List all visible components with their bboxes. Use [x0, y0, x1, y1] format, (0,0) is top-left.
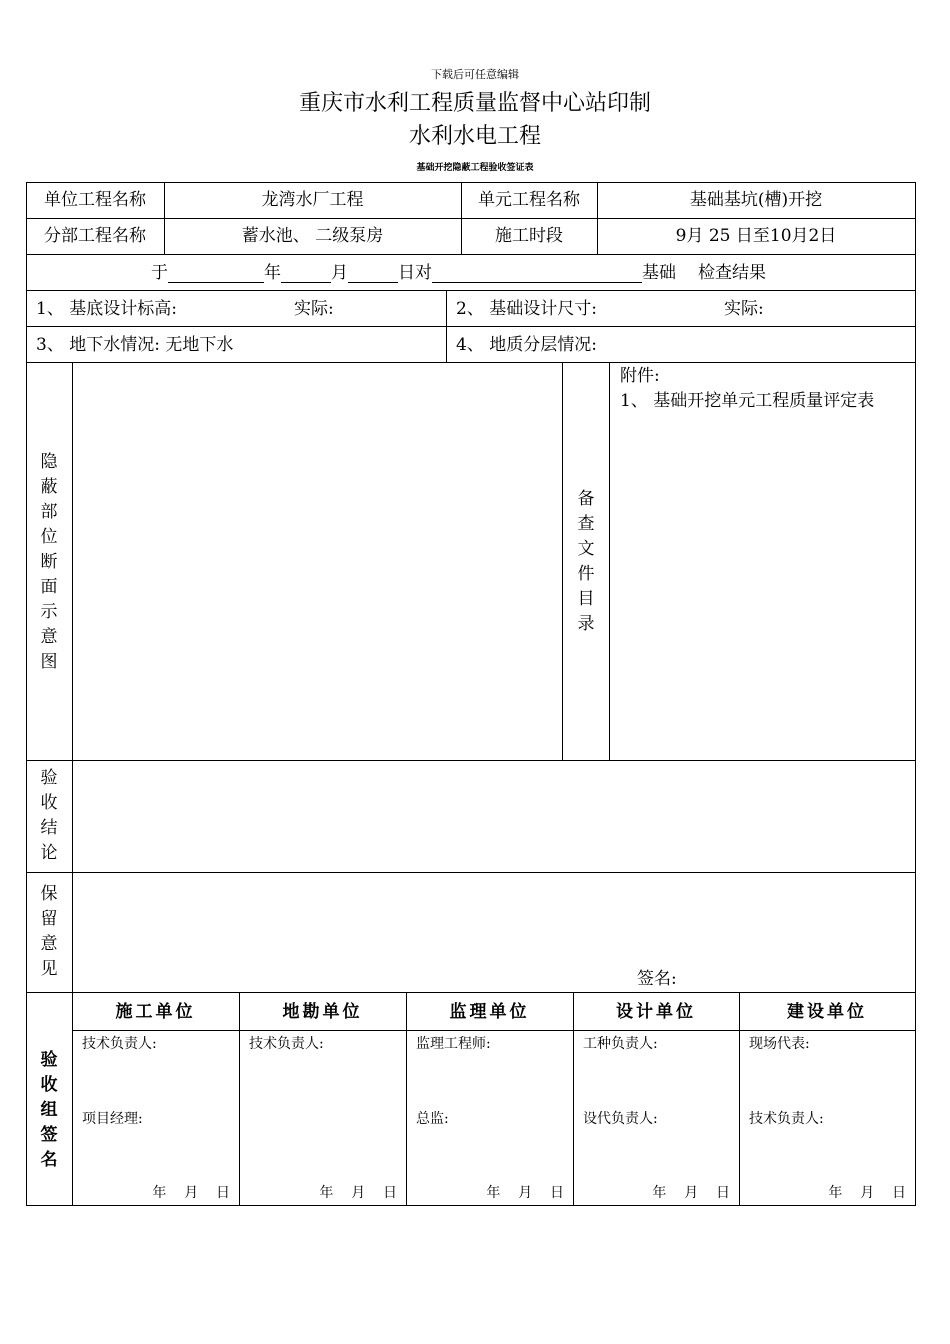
acceptance-conclusion-area[interactable] — [73, 761, 915, 871]
reference-documents-label: 备查文件目录 — [577, 489, 595, 634]
sub-project-name-value: 蓄水池、 二级泵房 — [241, 226, 384, 246]
acceptance-conclusion-label: 验收结论 — [40, 768, 58, 863]
foundation-text: 基础 — [642, 263, 676, 283]
inspection-date-statement — [151, 263, 766, 283]
attachment-item-1: 1、 基础开挖单元工程质量评定表 — [620, 391, 875, 411]
construction-tech-lead: 技术负责人: — [82, 1036, 157, 1052]
owner-sign-date: 年 月 日 — [828, 1185, 906, 1201]
date-blank-day[interactable] — [348, 266, 398, 283]
acceptance-form-table — [26, 182, 916, 1206]
survey-sign-date: 年 月 日 — [319, 1185, 397, 1201]
geological-layering: 4、 地质分层情况: — [456, 335, 597, 355]
supervision-sign-date: 年 月 日 — [486, 1185, 564, 1201]
owner-unit-header: 建设单位 — [787, 1002, 867, 1022]
year-text: 年 — [264, 263, 281, 283]
supervision-engineer: 监理工程师: — [416, 1036, 491, 1052]
construction-unit-header: 施工单位 — [115, 1002, 196, 1022]
element-project-name-value: 基础基坑(槽)开挖 — [689, 190, 823, 210]
survey-tech-lead: 技术负责人: — [249, 1036, 324, 1052]
section-diagram-area[interactable] — [73, 363, 561, 759]
document-category-title: 水利水电工程 — [408, 124, 541, 149]
base-elevation-actual: 实际: — [294, 299, 334, 319]
hidden-section-diagram-label: 隐蔽部位断面示意图 — [40, 452, 58, 672]
inspection-result-text: 检查结果 — [698, 263, 766, 283]
reserved-opinion-label: 保留意见 — [40, 884, 58, 979]
unit-project-name-label: 单位工程名称 — [44, 190, 146, 210]
owner-tech-lead: 技术负责人: — [749, 1111, 824, 1127]
chief-supervisor: 总监: — [416, 1111, 449, 1127]
sub-project-name-label: 分部工程名称 — [44, 226, 146, 246]
design-unit-header: 设计单位 — [616, 1002, 696, 1022]
construction-period-value: 9月 25 日至10月2日 — [675, 226, 837, 246]
construction-project-manager: 项目经理: — [82, 1111, 143, 1127]
owner-site-representative: 现场代表: — [749, 1036, 810, 1052]
supervision-unit-header: 监理单位 — [449, 1002, 530, 1022]
design-discipline-lead: 工种负责人: — [583, 1036, 658, 1052]
unit-project-name-value: 龙湾水厂工程 — [261, 190, 364, 210]
construction-period-label: 施工时段 — [495, 226, 563, 246]
groundwater-condition: 3、 地下水情况: 无地下水 — [36, 335, 234, 355]
attachment-title: 附件: — [620, 366, 660, 386]
month-text: 月 — [331, 263, 348, 283]
foundation-blank[interactable] — [432, 266, 642, 283]
publisher-title: 重庆市水利工程质量监督中心站印制 — [298, 91, 651, 116]
survey-unit-header: 地勘单位 — [282, 1002, 363, 1022]
date-blank-year[interactable] — [168, 266, 264, 283]
download-note: 下载后可任意编辑 — [431, 68, 519, 81]
element-project-name-label: 单元工程名称 — [478, 190, 580, 210]
base-size-actual: 实际: — [724, 299, 764, 319]
base-design-size: 2、 基础设计尺寸: — [456, 299, 597, 319]
date-blank-month[interactable] — [281, 266, 331, 283]
day-text: 日对 — [398, 263, 432, 283]
reserved-opinion-area[interactable] — [73, 873, 915, 991]
reserved-opinion-signature: 签名: — [637, 969, 677, 989]
acceptance-team-signature-label: 验收组签名 — [40, 1050, 58, 1170]
construction-sign-date: 年 月 日 — [152, 1185, 230, 1201]
base-design-elevation: 1、 基底设计标高: — [36, 299, 177, 319]
design-sign-date: 年 月 日 — [652, 1185, 730, 1201]
design-representative-lead: 设代负责人: — [583, 1111, 658, 1127]
form-title: 基础开挖隐蔽工程验收签证表 — [416, 163, 534, 173]
yu-text: 于 — [151, 263, 168, 283]
